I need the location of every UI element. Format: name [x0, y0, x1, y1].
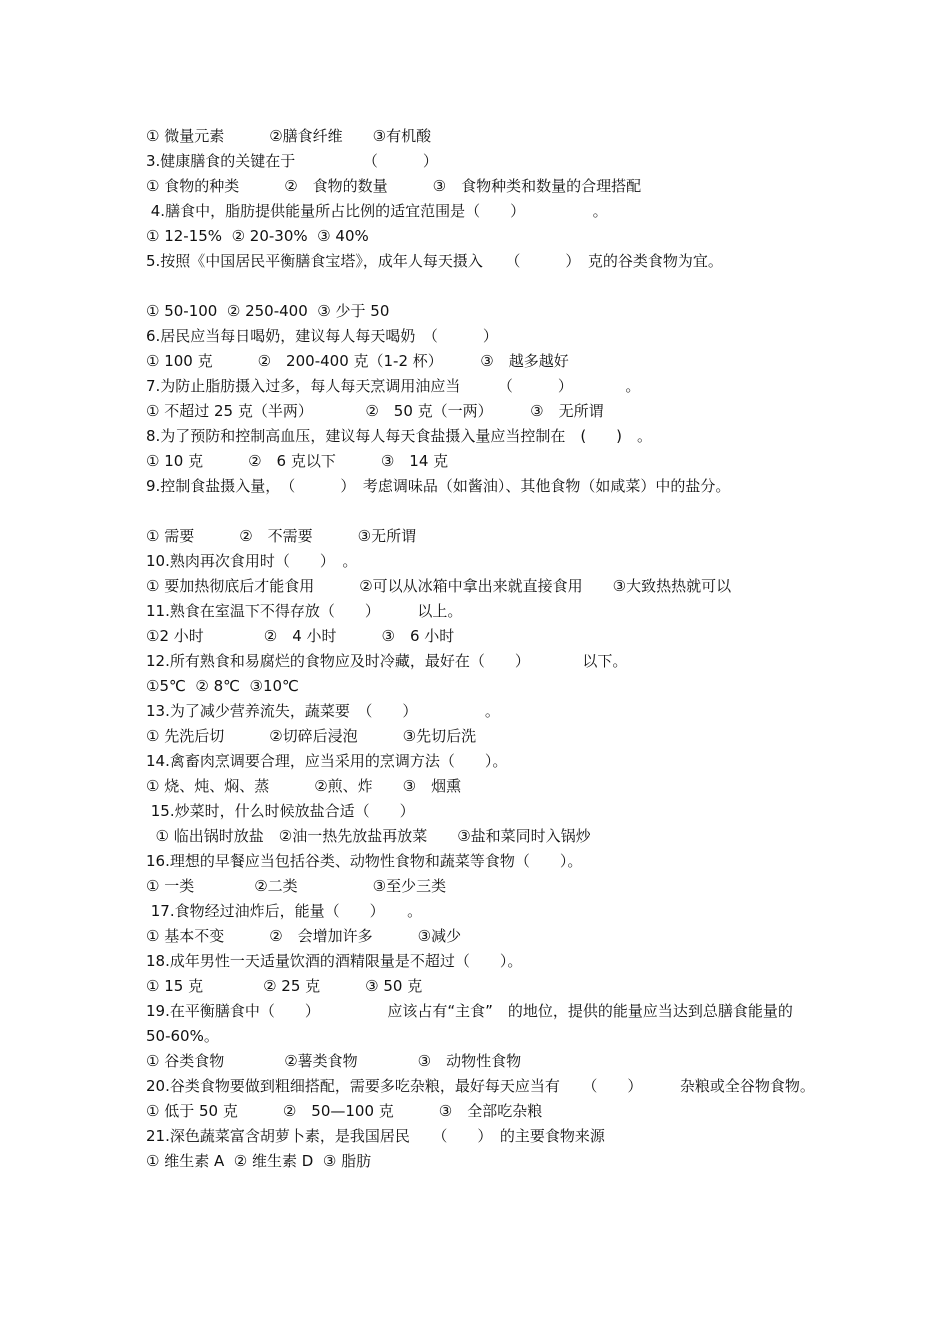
options-16: ① 一类 ②二类 ③至少三类 — [146, 877, 447, 895]
options-19: ① 谷类食物 ②薯类食物 ③ 动物性食物 — [146, 1052, 522, 1070]
question-18: 18.成年男性一天适量饮酒的酒精限量是不超过（ ）。 — [146, 952, 523, 970]
question-13: 13.为了减少营养流失，蔬菜要 （ ） 。 — [146, 702, 500, 720]
options-5: ① 50-100 ② 250-400 ③ 少于 50 — [146, 302, 390, 320]
options-14: ① 烧、炖、焖、蒸 ②煎、炸 ③ 烟熏 — [146, 777, 462, 795]
options-17: ① 基本不变 ② 会增加许多 ③减少 — [146, 927, 462, 945]
options-20: ① 低于 50 克 ② 50—100 克 ③ 全部吃杂粮 — [146, 1102, 543, 1120]
question-9: 9.控制食盐摄入量， （ ） 考虑调味品（如酱油）、其他食物（如咸菜）中的盐分。 — [146, 477, 731, 495]
options-8: ① 10 克 ② 6 克以下 ③ 14 克 — [146, 452, 449, 470]
question-12: 12.所有熟食和易腐烂的食物应及时冷藏，最好在（ ） 以下。 — [146, 652, 628, 670]
question-14: 14.禽畜肉烹调要合理，应当采用的烹调方法（ ）。 — [146, 752, 508, 770]
options-9: ① 需要 ② 不需要 ③无所谓 — [146, 527, 417, 545]
question-17: 17.食物经过油炸后，能量（ ） 。 — [146, 902, 423, 920]
question-6: 6.居民应当每日喝奶，建议每人每天喝奶 （ ） — [146, 327, 498, 345]
question-11: 11.熟食在室温下不得存放（ ） 以上。 — [146, 602, 463, 620]
options-13: ① 先洗后切 ②切碎后浸泡 ③先切后洗 — [146, 727, 477, 745]
options-10: ① 要加热彻底后才能食用 ②可以从冰箱中拿出来就直接食用 ③大致热热就可以 — [146, 577, 732, 595]
options-3: ① 食物的种类 ② 食物的数量 ③ 食物种类和数量的合理搭配 — [146, 177, 642, 195]
question-8: 8.为了预防和控制高血压，建议每人每天食盐摄入量应当控制在 ( ) 。 — [146, 427, 653, 445]
blank-line — [146, 499, 816, 524]
options-7: ① 不超过 25 克（半两） ② 50 克（一两） ③ 无所谓 — [146, 402, 604, 420]
options-15: ① 临出锅时放盐 ②油一热先放盐再放菜 ③盐和菜同时入锅炒 — [146, 827, 591, 845]
options-18: ① 15 克 ② 25 克 ③ 50 克 — [146, 977, 423, 995]
question-16: 16.理想的早餐应当包括谷类、动物性食物和蔬菜等食物（ ）。 — [146, 852, 583, 870]
question-21: 21.深色蔬菜富含胡萝卜素，是我国居民 （ ） 的主要食物来源 — [146, 1127, 605, 1145]
question-7: 7.为防止脂肪摄入过多，每人每天烹调用油应当 （ ） 。 — [146, 377, 641, 395]
question-15: 15.炒菜时，什么时候放盐合适（ ） — [146, 802, 415, 820]
options-12: ①5℃ ② 8℃ ③10℃ — [146, 677, 299, 695]
options-11: ①2 小时 ② 4 小时 ③ 6 小时 — [146, 627, 455, 645]
options-6: ① 100 克 ② 200-400 克（1-2 杯） ③ 越多越好 — [146, 352, 569, 370]
question-20: 20.谷类食物要做到粗细搭配，需要多吃杂粮，最好每天应当有 （ ） 杂粮或全谷物食物。 — [146, 1077, 815, 1095]
question-4: 4.膳食中，脂肪提供能量所占比例的适宜范围是（ ） 。 — [146, 202, 608, 220]
text-line: ① 微量元素 ②膳食纤维 ③有机酸 — [146, 127, 432, 145]
blank-line — [146, 274, 816, 299]
question-19: 19.在平衡膳食中（ ） 应该占有“主食” 的地位，提供的能量应当达到总膳食能量的 50-60%。 — [146, 1002, 798, 1045]
question-3: 3.健康膳食的关键在于 （ ） — [146, 152, 438, 170]
options-21: ① 维生素 A ② 维生素 D ③ 脂肪 — [146, 1152, 372, 1170]
question-5: 5.按照《中国居民平衡膳食宝塔》，成年人每天摄入 （ ） 克的谷类食物为宜。 — [146, 252, 723, 270]
question-10: 10.熟肉再次食用时（ ） 。 — [146, 552, 358, 570]
options-4: ① 12-15% ② 20-30% ③ 40% — [146, 227, 369, 245]
quiz-content — [146, 124, 816, 1174]
